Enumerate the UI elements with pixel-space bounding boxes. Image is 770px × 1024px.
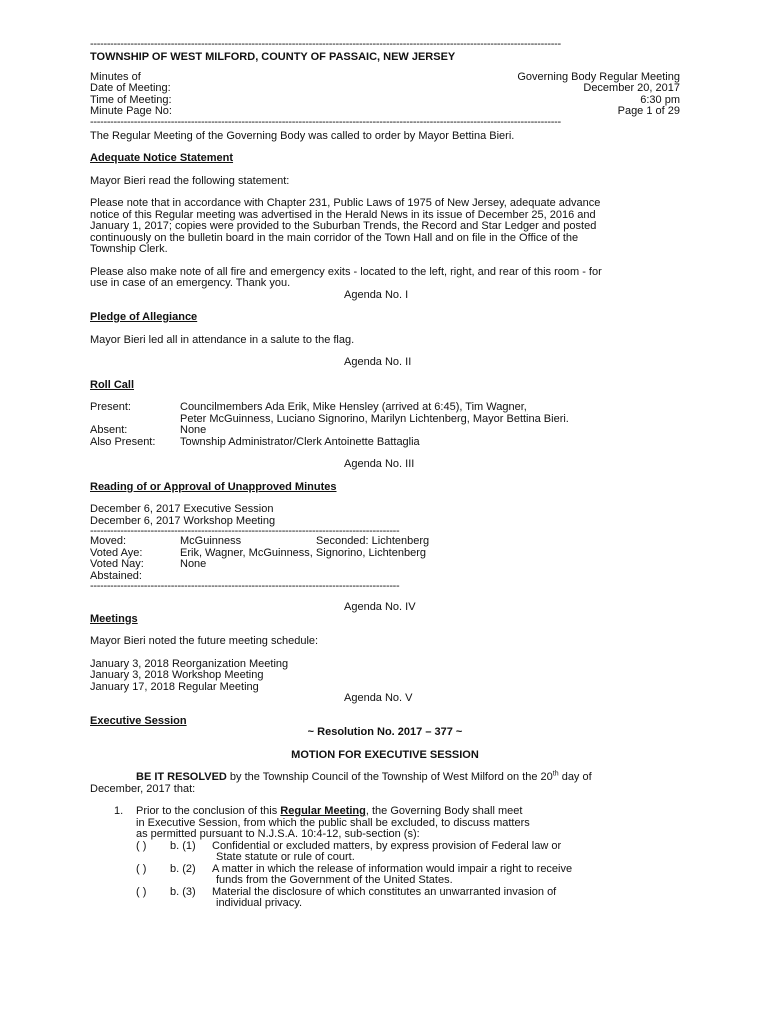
- subsection-text: [212, 864, 680, 887]
- vote-label: Voted Aye:: [90, 546, 143, 559]
- vote-divider-bottom: --------------------------------------------------------------------------------------------: [90, 582, 400, 591]
- roll-value: Township Administrator/Clerk Antoinette Battaglia: [180, 435, 420, 448]
- subsection-b3: [90, 887, 680, 910]
- executive-session-heading: Executive Session: [90, 714, 187, 727]
- resolved-text: day of: [558, 771, 592, 783]
- vote-label: Abstained:: [90, 569, 142, 582]
- roll-label: Present:: [90, 401, 131, 413]
- resolved-text: by the Township Council of the Township of West Milford on the 20: [226, 771, 553, 783]
- meeting-item: January 17, 2018 Regular Meeting: [90, 680, 259, 693]
- resolution-number: ~ Resolution No. 2017 – 377 ~: [307, 726, 463, 738]
- header-divider-bottom: --------------------------------------------------------------------------------------------------------------------------------------------: [90, 117, 561, 127]
- text-line: Township Clerk.: [90, 243, 168, 255]
- agenda-number: Agenda No. I: [344, 288, 409, 301]
- checkbox[interactable]: ( ): [136, 862, 147, 875]
- subsection-b1: [90, 841, 680, 864]
- text-line: Please note that in accordance with Chapter 231, Public Laws of 1975 of New Jersey, adequate advance: [90, 197, 601, 209]
- minutes-item: December 6, 2017 Workshop Meeting: [90, 514, 276, 527]
- notice-paragraph-2: [90, 267, 680, 290]
- roll-present: [90, 402, 680, 425]
- document-page: [90, 40, 680, 910]
- item-text-pre: Prior to the conclusion of this: [136, 805, 281, 817]
- roll-value: [180, 402, 680, 425]
- minutes-heading: Reading of or Approval of Unapproved Minutes: [90, 480, 337, 493]
- document-title: TOWNSHIP OF WEST MILFORD, COUNTY OF PASSAIC, NEW JERSEY: [90, 51, 456, 63]
- text-line: Councilmembers Ada Erik, Mike Hensley (arrived at 6:45), Tim Wagner,: [180, 401, 527, 413]
- resolution-item-1: [90, 806, 680, 841]
- vote-label: Voted Nay:: [90, 558, 144, 570]
- header-row-date: [90, 83, 680, 95]
- meeting-item: January 3, 2018 Workshop Meeting: [90, 669, 264, 681]
- text-line: in Executive Session, from which the public shall be excluded, to discuss matters: [136, 816, 530, 829]
- header-info: [90, 72, 680, 118]
- notice-lead: Mayor Bieri read the following statement:: [90, 174, 290, 187]
- minutes-item: December 6, 2017 Executive Session: [90, 503, 274, 515]
- header-row-time: [90, 95, 680, 107]
- vote-seconded: Seconded: Lichtenberg: [316, 535, 430, 547]
- header-value: December 20, 2017: [583, 82, 680, 94]
- notice-heading: Adequate Notice Statement: [90, 152, 234, 164]
- notice-paragraph-1: [90, 198, 680, 256]
- intro-text: The Regular Meeting of the Governing Body was called to order by Mayor Bettina Bieri.: [90, 129, 515, 142]
- meetings-lead: Mayor Bieri noted the future meeting schedule:: [90, 635, 319, 647]
- roll-label: Absent:: [90, 424, 128, 436]
- roll-label: Also Present:: [90, 435, 156, 448]
- text-line: individual privacy.: [216, 897, 303, 909]
- vote-divider-top: --------------------------------------------------------------------------------------------: [90, 527, 400, 536]
- text-line: January 1, 2017; copies were provided to the Suburban Trends, the Record and Star Ledger and posted: [90, 220, 597, 232]
- checkbox[interactable]: ( ): [136, 839, 147, 852]
- text-line: Peter McGuinness, Luciano Signorino, Marilyn Lichtenberg, Mayor Bettina Bieri.: [180, 412, 569, 425]
- subsection-b2: [90, 864, 680, 887]
- text-line: continuously on the bulletin board in the main corridor of the Town Hall and on file in the Office of the: [90, 231, 579, 244]
- resolved-line: [90, 772, 680, 784]
- text-line: notice of this Regular meeting was advertised in the Herald News in its issue of December 25, 2016 and: [90, 208, 596, 221]
- subsection-text: [212, 887, 680, 910]
- meetings-heading: Meetings: [90, 612, 138, 625]
- text-line: A matter in which the release of information would impair a right to receive: [212, 862, 573, 875]
- text-line: Please also make note of all fire and emergency exits - located to the left, right, and rear of this room - for: [90, 265, 602, 278]
- header-value: 6:30 pm: [640, 93, 680, 106]
- vote-value: Erik, Wagner, McGuinness, Signorino, Lichtenberg: [180, 546, 426, 559]
- meeting-item: January 3, 2018 Reorganization Meeting: [90, 657, 289, 670]
- text-line: Material the disclosure of which constitutes an unwarranted invasion of: [212, 885, 557, 898]
- roll-absent: [90, 425, 680, 437]
- subsection-code: b. (1): [170, 839, 196, 852]
- text-line: as permitted pursuant to N.J.S.A. 10:4-12, sub-section (s):: [136, 828, 420, 840]
- text-line: funds from the Government of the United States.: [216, 874, 453, 886]
- header-row-page: [90, 106, 680, 118]
- text-line: State statute or rule of court.: [216, 851, 355, 863]
- subsection-code: b. (2): [170, 862, 196, 875]
- header-label: Time of Meeting:: [90, 93, 172, 106]
- checkbox[interactable]: ( ): [136, 885, 147, 898]
- vote-value: None: [180, 558, 207, 570]
- item-text-post: , the Governing Body shall meet: [365, 805, 523, 817]
- agenda-number: Agenda No. V: [344, 692, 413, 704]
- agenda-number: Agenda No. III: [344, 458, 415, 470]
- ordinal-suffix: th: [552, 770, 559, 778]
- header-label: Minutes of: [90, 70, 141, 83]
- roll-also-present: [90, 437, 680, 449]
- text-line: [136, 806, 530, 818]
- vote-aye: [90, 548, 680, 560]
- header-value: Page 1 of 29: [617, 105, 680, 117]
- agenda-number: Agenda No. IV: [344, 601, 416, 613]
- vote-abstained: [90, 571, 680, 583]
- item-number: 1.: [114, 805, 124, 817]
- header-divider-top: --------------------------------------------------------------------------------------------------------------------------------------------: [90, 40, 561, 49]
- vote-nay: [90, 559, 680, 571]
- subsection-text: [212, 841, 680, 864]
- pledge-heading: Pledge of Allegiance: [90, 311, 198, 323]
- roll-value: None: [180, 424, 207, 436]
- subsection-code: b. (3): [170, 885, 196, 898]
- resolved-line-2: December, 2017 that:: [90, 782, 196, 795]
- pledge-text: Mayor Bieri led all in attendance in a salute to the flag.: [90, 333, 355, 346]
- text-line: use in case of an emergency. Thank you.: [90, 277, 291, 289]
- vote-value: McGuinness: [180, 535, 242, 547]
- header-label: Date of Meeting:: [90, 82, 171, 94]
- agenda-number: Agenda No. II: [344, 356, 412, 368]
- roll-call-heading: Roll Call: [90, 378, 135, 391]
- item-text: [136, 806, 530, 841]
- vote-label: Moved:: [90, 535, 127, 547]
- motion-title: MOTION FOR EXECUTIVE SESSION: [291, 748, 479, 761]
- item-text-bold: Regular Meeting: [280, 805, 366, 817]
- vote-moved: [90, 536, 680, 548]
- header-value: Governing Body Regular Meeting: [517, 70, 680, 83]
- resolved-bold: BE IT RESOLVED: [136, 771, 227, 783]
- text-line: Confidential or excluded matters, by express provision of Federal law or: [212, 839, 562, 852]
- header-label: Minute Page No:: [90, 105, 172, 117]
